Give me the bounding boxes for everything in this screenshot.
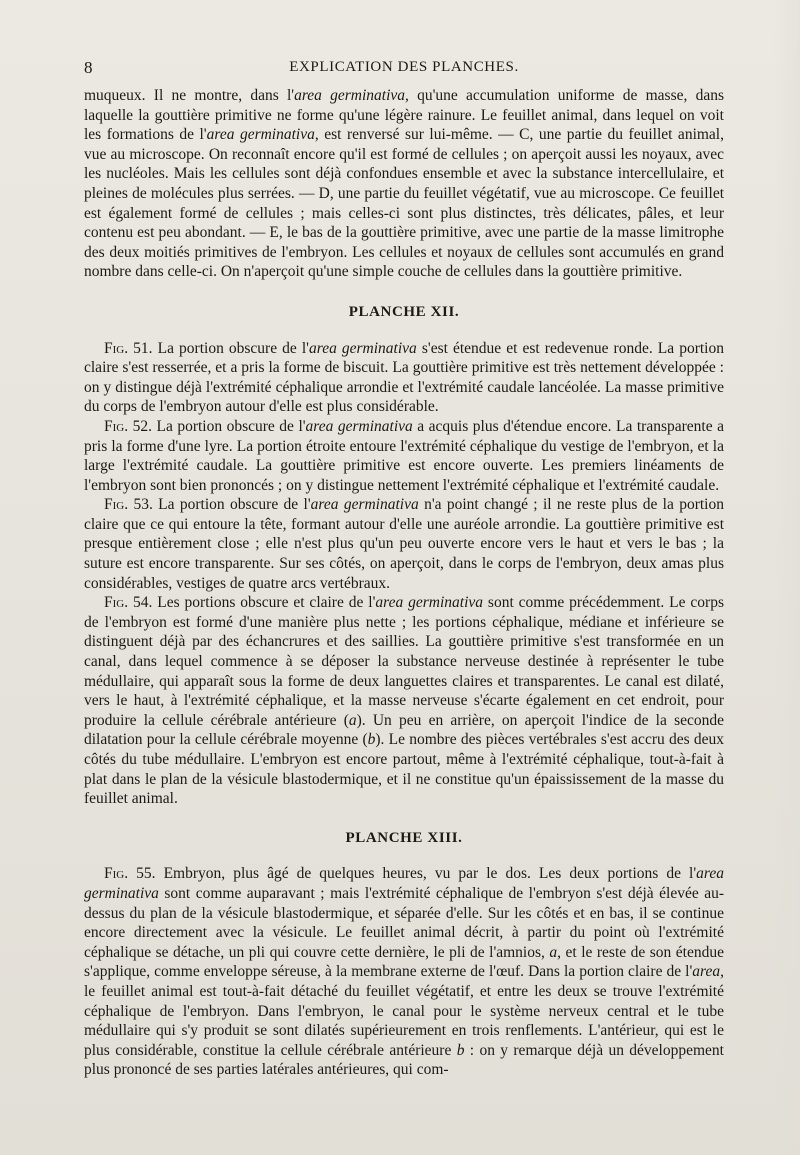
fig-51-text-2: s'est étendue et est redevenue ronde. La portion claire s'est resserrée, et a pris la forme de biscuit. La gouttière primitive est très nettement développée : on y distingue déjà l'extrémité céphalique arrondie et l'extrémité caudale lancéolée. La masse primitive du corps de l'embryon autour d'elle est plus considérable.	[84, 339, 724, 416]
fig-53-text-1: 53. La portion obscure de l'	[128, 496, 311, 514]
fig-54-paragraph	[84, 593, 724, 809]
intro-italic-2: area germinativa	[206, 126, 315, 144]
fig-54-text-2: sont comme précédemment. Le corps de l'embryon est formé d'une manière plus nette ; les portions céphalique, médiane et inférieure se distinguent déjà par des échancrures et des saillies. La gouttière primitive s'est transformée en un canal, dans lequel commence à se déposer la substance nerveuse destinée à représenter le tube médullaire, qui apparaît sous la forme de deux languettes claires et transparentes. Le canal est dilaté, vers le haut, à l'extrémité céphalique, et la masse nerveuse s'écarte également en cet endroit, pour produire la cellule cérébrale antérieure (	[84, 594, 724, 729]
page-body	[84, 86, 724, 1080]
fig-54-letter-a: a	[348, 711, 357, 729]
running-head: EXPLICATION DES PLANCHES.	[289, 59, 519, 75]
fig-label: Fig.	[104, 865, 129, 883]
fig-label: Fig.	[104, 496, 129, 514]
fig-51-italic: area germinativa	[308, 339, 417, 357]
fig-52-italic: area germinativa	[305, 417, 413, 435]
fig-label: Fig.	[104, 339, 129, 357]
fig-54-text-4: ). Le nombre des pièces vertébrales s'est accru des deux côtés du tube médullaire. L'embryon est encore partout, même à l'extrémité céphalique, tout-à-fait à plat dans le plan de la vésicule blastodermique, et il ne constitue qu'un épaississement de la masse du feuillet animal.	[84, 731, 724, 808]
fig-55-text-2: sont comme auparavant ; mais l'extrémité céphalique de l'embryon s'est déjà élevée au-dessus du plan de la vésicule blastodermique, et séparée d'elle. Sur les côtés et en bas, il se continue encore directement avec la vésicule. Le feuillet animal décrit, à partir du point où l'extrémité céphalique se détache, un pli qui couvre cette dernière, le pli de l'amnios,	[84, 884, 724, 961]
intro-italic-1: area germinativa	[294, 87, 406, 104]
fig-55-text-3: , et le reste de son étendue s'applique, comme enveloppe séreuse, à la membrane externe de l'œuf. Dans la portion claire de l'	[84, 943, 724, 981]
page-number: 8	[84, 58, 93, 77]
page-header	[84, 58, 724, 82]
fig-55-paragraph	[84, 864, 724, 1080]
fig-55-letter-a: a	[549, 943, 558, 961]
fig-54-letter-b: b	[367, 731, 376, 749]
fig-51-paragraph	[84, 339, 724, 417]
fig-label: Fig.	[104, 417, 129, 435]
fig-55-letter-b: b	[456, 1041, 465, 1059]
fig-53-italic: area germinativa	[310, 496, 419, 514]
fig-55-text-1: 55. Embryon, plus âgé de quelques heures, vu par le dos. Les deux portions de l'	[128, 865, 697, 883]
plate-xii-heading: PLANCHE XII.	[348, 303, 460, 320]
fig-54-italic: area germinativa	[375, 594, 484, 612]
intro-paragraph	[84, 86, 724, 282]
fig-53-paragraph	[84, 495, 724, 593]
fig-55-italic-2: area	[692, 963, 721, 981]
page-edge-shadow	[774, 0, 800, 1155]
fig-55-italic-1: area germinativa	[84, 865, 724, 902]
fig-52-text-1: 52. La portion obscure de l'	[128, 417, 306, 435]
fig-55-text-4: , le feuillet animal est tout-à-fait détaché du feuillet végétatif, et entre les deux se trouve l'extrémité céphalique de l'embryon. Dans l'embryon, le canal pour le système nerveux central et le tube médullaire qui s'y produit se sont dilatés supérieurement en trois renflements. L'antérieur, qui est le plus considérable, constitue la cellule cérébrale antérieure	[84, 963, 724, 1059]
fig-54-text-3: ). Un peu en arrière, on aperçoit l'indice de la seconde dilatation pour la cellule cérébrale moyenne (	[84, 711, 724, 749]
fig-label: Fig.	[104, 594, 129, 612]
intro-text-2: , qu'une accumulation uniforme de masse, dans laquelle la gouttière primitive ne forme qu'une légère rainure. Le feuillet animal, dans lequel on voit les formations de l'	[84, 87, 725, 144]
fig-55-text-5: : on y remarque déjà un développement plus prononcé de ses parties latérales antérieures, qui com-	[84, 1041, 724, 1079]
fig-52-text-2: a acquis plus d'étendue encore. La transparente a pris la forme d'une lyre. La portion étroite entoure l'extrémité céphalique du vestige de l'embryon, et la large l'extrémité caudale. La gouttière primitive est encore ouverte. Les premiers linéaments de l'embryon sont bien prononcés ; on y distingue nettement l'extrémité céphalique et l'extrémité caudale.	[84, 417, 724, 494]
plate-xiii-heading: PLANCHE XIII.	[345, 829, 463, 846]
fig-54-text-1: 54. Les portions obscure et claire de l'	[128, 594, 376, 612]
fig-51-text-1: 51. La portion obscure de l'	[128, 339, 309, 357]
fig-52-paragraph	[84, 417, 724, 495]
fig-53-text-2: n'a point changé ; il ne reste plus de la portion claire que ce qui entoure la tête, formant autour d'elle une auréole arrondie. La gouttière primitive est presque entièrement close ; elle n'est plus qu'un peu ouverte encore vers le haut et vers le bas ; la suture est encore transparente. Sur ses côtés, on aperçoit, dans le corps de l'embryon, deux amas plus considérables, vestiges de quatre arcs vertébraux.	[84, 496, 724, 592]
intro-text-3: , est renversé sur lui-même. — C, une partie du feuillet animal, vue au microscope. On reconnaît encore qu'il est formé de cellules ; on aperçoit aussi les noyaux, avec les nucléoles. Mais les cellules sont déjà confondues ensemble et avec la substance intercellulaire, et pleines de molécules plus serrées. — D, une partie du feuillet végétatif, vue au microscope. Ce feuillet est également formé de cellules ; mais celles-ci sont plus distinctes, très délicates, pâles, et leur contenu est peu abondant. — E, le bas de la gouttière primitive, avec une partie de la masse limitrophe des deux moitiés primitives de l'embryon. Les cellules et noyaux de cellules sont accumulés en grand nombre dans celle-ci. On n'aperçoit qu'une simple couche de cellules dans la gouttière primitive.	[84, 126, 724, 281]
intro-text-1: muqueux. Il ne montre, dans l'	[84, 87, 295, 104]
